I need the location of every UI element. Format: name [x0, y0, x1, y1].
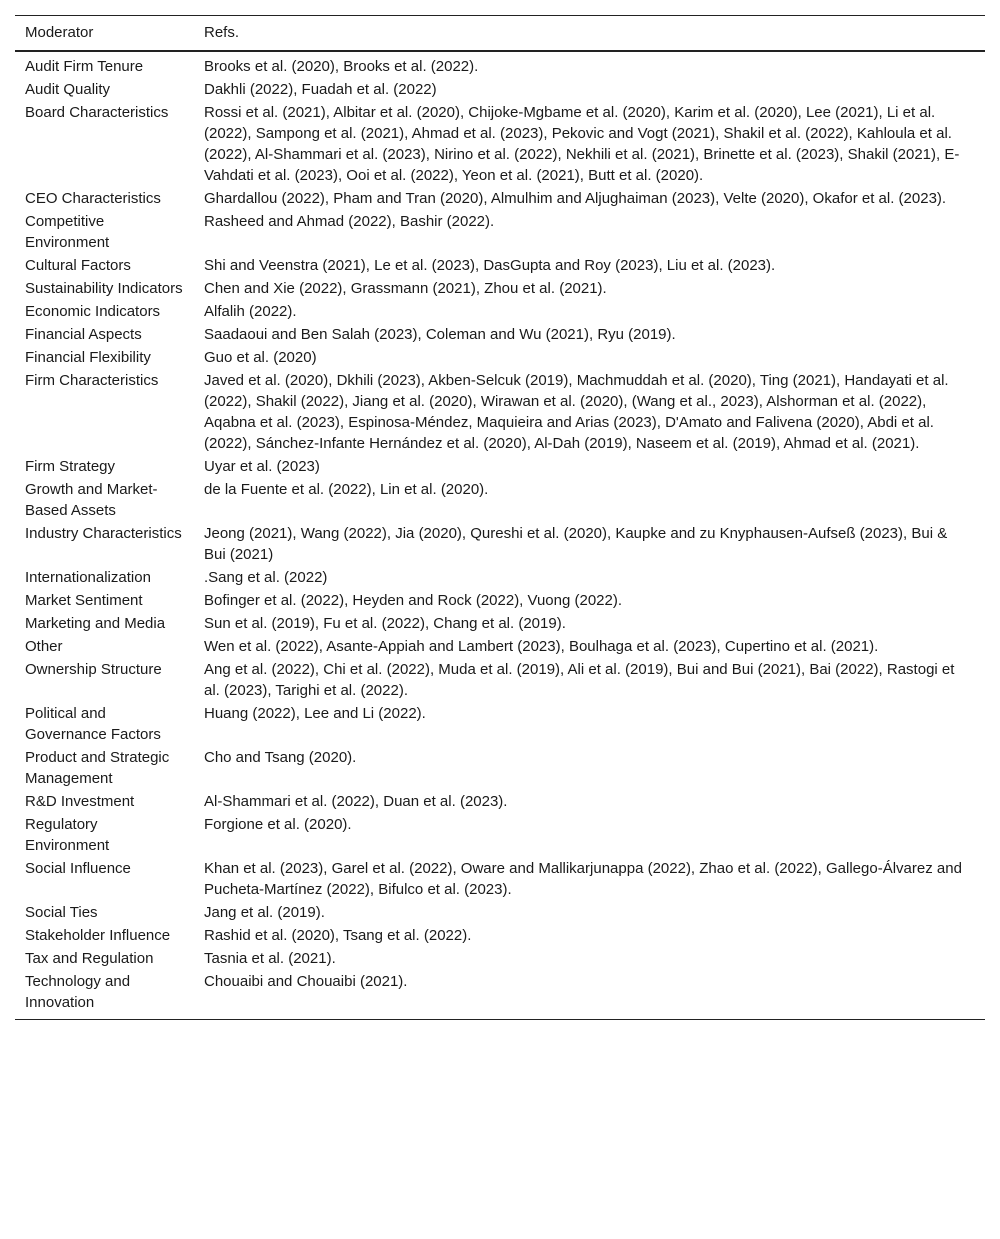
refs-cell: Chouaibi and Chouaibi (2021). — [204, 973, 408, 990]
refs-cell: Bofinger et al. (2022), Heyden and Rock (2022), Vuong (2022). — [204, 592, 623, 609]
moderator-cell: R&D Investment — [25, 793, 135, 810]
table-row — [15, 857, 985, 901]
refs-cell: Ghardallou (2022), Pham and Tran (2020), Almulhim and Aljughaiman (2023), Velte (2020), Okafor et al. (2023). — [204, 190, 947, 207]
moderator-cell: Growth and Market-Based Assets — [25, 481, 158, 519]
moderator-cell: Marketing and Media — [25, 615, 166, 632]
table-row — [15, 478, 985, 522]
table-row — [15, 813, 985, 857]
refs-cell: Al-Shammari et al. (2022), Duan et al. (2023). — [204, 793, 508, 810]
refs-cell: Khan et al. (2023), Garel et al. (2022), Oware and Mallikarjunappa (2022), Zhao et al. (2022), Gallego-Álvarez and Pucheta-Martínez (2022), Bifulco et al. (2023). — [204, 860, 962, 898]
table-row — [15, 566, 985, 589]
table-row — [15, 901, 985, 924]
refs-cell: Jeong (2021), Wang (2022), Jia (2020), Qureshi et al. (2020), Kaupke and zu Knyphausen-Aufseß (2023), Bui & Bui (2021) — [204, 525, 948, 563]
table-row — [15, 51, 985, 78]
refs-cell: Dakhli (2022), Fuadah et al. (2022) — [204, 81, 437, 98]
table-row — [15, 254, 985, 277]
table-row — [15, 702, 985, 746]
column-header-moderator: Moderator — [15, 16, 194, 52]
column-header-refs: Refs. — [194, 16, 985, 52]
refs-cell: Rossi et al. (2021), Albitar et al. (2020), Chijoke-Mgbame et al. (2020), Karim et al. (2020), Lee (2021), Li et al. (2022), Sampong et al. (2021), Ahmad et al. (2023), Pekovic and Vogt (2021), Shakil et al. (2022), Kahloula et al. (2022), Al-Shammari et al. (2023), Nirino et al. (2022), Nekhili et al. (2021), Brinette et al. (2023), Shakil (2021), E-Vahdati et al. (2023), Ooi et al. (2022), Yeon et al. (2021), Butt et al. (2020). — [204, 104, 960, 184]
refs-cell: Forgione et al. (2020). — [204, 816, 352, 833]
table-row — [15, 746, 985, 790]
moderator-cell: Financial Aspects — [25, 326, 142, 343]
table-row — [15, 612, 985, 635]
table-row — [15, 924, 985, 947]
table-row — [15, 522, 985, 566]
refs-cell: Tasnia et al. (2021). — [204, 950, 336, 967]
table-body — [15, 51, 985, 1020]
table-row — [15, 346, 985, 369]
refs-cell: Guo et al. (2020) — [204, 349, 317, 366]
table-row — [15, 790, 985, 813]
moderator-cell: Audit Firm Tenure — [25, 58, 144, 75]
moderator-cell: Other — [25, 638, 63, 655]
moderator-cell: Firm Strategy — [25, 458, 116, 475]
moderator-cell: Tax and Regulation — [25, 950, 154, 967]
moderator-cell: Industry Characteristics — [25, 525, 182, 542]
moderator-cell: Stakeholder Influence — [25, 927, 171, 944]
moderator-cell: Technology and Innovation — [25, 973, 131, 1011]
refs-cell: Javed et al. (2020), Dkhili (2023), Akben-Selcuk (2019), Machmuddah et al. (2020), Ting (2021), Handayati et al. (2022), Shakil (2022), Jiang et al. (2020), Wirawan et al. (2020), (Wang et al., 2023), Alshorman et al. (2022), Aqabna et al. (2023), Espinosa-Méndez, Maquieira and Arias (2023), D'Amato and Falivena (2020), Abdi et al. (2022), Sánchez-Infante Hernández et al. (2020), Al-Dah (2019), Naseem et al. (2019), Ahmad et al. (2021). — [204, 372, 949, 452]
refs-cell: Rasheed and Ahmad (2022), Bashir (2022). — [204, 213, 495, 230]
refs-cell: Ang et al. (2022), Chi et al. (2022), Muda et al. (2019), Ali et al. (2019), Bui and Bui (2021), Bai (2022), Rastogi et al. (2023), Tarighi et al. (2022). — [204, 661, 955, 699]
table-row — [15, 369, 985, 455]
moderator-cell: Social Ties — [25, 904, 98, 921]
refs-cell: Sun et al. (2019), Fu et al. (2022), Chang et al. (2019). — [204, 615, 566, 632]
table-row — [15, 277, 985, 300]
moderator-cell: Economic Indicators — [25, 303, 161, 320]
table-row — [15, 300, 985, 323]
table-row — [15, 455, 985, 478]
moderator-cell: CEO Characteristics — [25, 190, 161, 207]
refs-cell: Chen and Xie (2022), Grassmann (2021), Zhou et al. (2021). — [204, 280, 607, 297]
table-row — [15, 101, 985, 187]
moderator-cell: Market Sentiment — [25, 592, 143, 609]
table-row — [15, 658, 985, 702]
refs-cell: Huang (2022), Lee and Li (2022). — [204, 705, 426, 722]
moderator-cell: Product and Strategic Management — [25, 749, 170, 787]
refs-cell: de la Fuente et al. (2022), Lin et al. (2020). — [204, 481, 489, 498]
refs-cell: Cho and Tsang (2020). — [204, 749, 357, 766]
refs-cell: Shi and Veenstra (2021), Le et al. (2023), DasGupta and Roy (2023), Liu et al. (2023). — [204, 257, 776, 274]
table-row — [15, 210, 985, 254]
table-row — [15, 187, 985, 210]
refs-cell: Brooks et al. (2020), Brooks et al. (2022). — [204, 58, 479, 75]
moderator-cell: Cultural Factors — [25, 257, 131, 274]
table-row — [15, 970, 985, 1020]
moderator-cell: Political and Governance Factors — [25, 705, 161, 743]
moderators-table — [15, 15, 985, 1020]
moderator-cell: Audit Quality — [25, 81, 111, 98]
moderator-cell: Ownership Structure — [25, 661, 162, 678]
moderator-cell: Internationalization — [25, 569, 151, 586]
moderator-cell: Regulatory Environment — [25, 816, 110, 854]
moderators-table-container — [15, 15, 985, 1020]
table-row — [15, 589, 985, 612]
table-row — [15, 78, 985, 101]
refs-cell: Rashid et al. (2020), Tsang et al. (2022). — [204, 927, 472, 944]
table-header — [15, 16, 985, 52]
refs-cell: Saadaoui and Ben Salah (2023), Coleman and Wu (2021), Ryu (2019). — [204, 326, 676, 343]
moderator-cell: Social Influence — [25, 860, 131, 877]
refs-cell: Wen et al. (2022), Asante-Appiah and Lambert (2023), Boulhaga et al. (2023), Cupertino et al. (2021). — [204, 638, 879, 655]
refs-cell: Alfalih (2022). — [204, 303, 297, 320]
moderator-cell: Board Characteristics — [25, 104, 169, 121]
refs-cell: Jang et al. (2019). — [204, 904, 325, 921]
table-row — [15, 947, 985, 970]
moderator-cell: Competitive Environment — [25, 213, 110, 251]
refs-cell: .Sang et al. (2022) — [204, 569, 328, 586]
moderator-cell: Firm Characteristics — [25, 372, 159, 389]
refs-cell: Uyar et al. (2023) — [204, 458, 320, 475]
moderator-cell: Sustainability Indicators — [25, 280, 183, 297]
table-row — [15, 635, 985, 658]
header-row — [15, 16, 985, 52]
table-row — [15, 323, 985, 346]
moderator-cell: Financial Flexibility — [25, 349, 151, 366]
